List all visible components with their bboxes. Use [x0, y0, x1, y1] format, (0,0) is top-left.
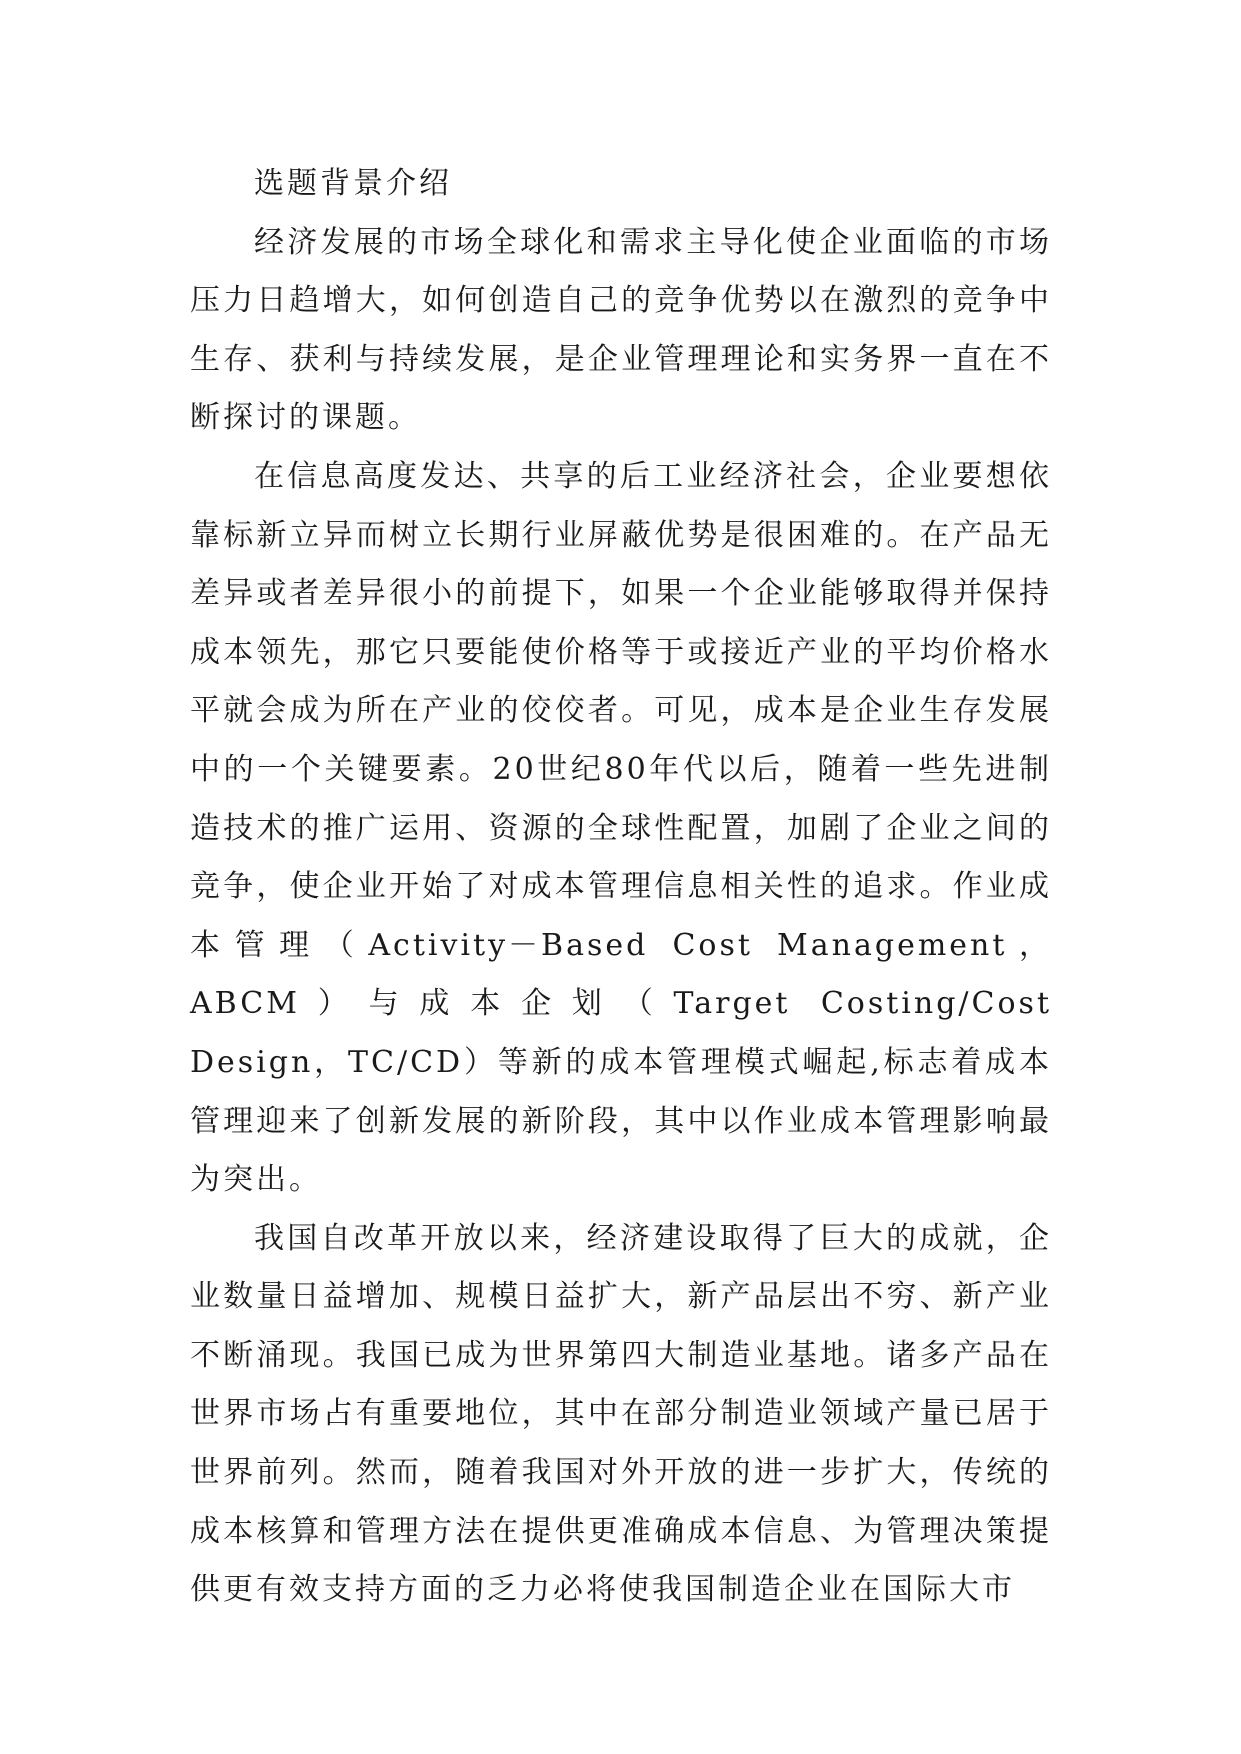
document-body [190, 155, 1052, 1620]
paragraph-3: 我国自改革开放以来，经济建设取得了巨大的成就，企业数量日益增加、规模日益扩大，新产品层出不穷、新产业不断涌现。我国已成为世界第四大制造业基地。诸多产品在世界市场占有重要地位，其中在部分制造业领域产量已居于世界前列。然而，随着我国对外开放的进一步扩大，传统的成本核算和管理方法在提供更准确成本信息、为管理决策提供更有效支持方面的乏力必将使我国制造企业在国际大市 [190, 1220, 1052, 1608]
paragraph-2: 在信息高度发达、共享的后工业经济社会，企业要想依靠标新立异而树立长期行业屏蔽优势是很困难的。在产品无差异或者差异很小的前提下，如果一个企业能够取得并保持成本领先，那它只要能使价格等于或接近产业的平均价格水平就会成为所在产业的佼佼者。可见，成本是企业生存发展中的一个关键要素。20世纪80年代以后，随着一些先进制造技术的推广运用、资源的全球性配置，加剧了企业之间的竞争，使企业开始了对成本管理信息相关性的追求。作业成本管理（Activity－Based Cost Management，ABCM）与成本企划（Target Costing/Cost Design，TC/CD）等新的成本管理模式崛起,标志着成本管理迎来了创新发展的新阶段，其中以作业成本管理影响最为突出。 [190, 458, 1052, 1198]
paragraph-1: 经济发展的市场全球化和需求主导化使企业面临的市场压力日趋增大，如何创造自己的竞争优势以在激烈的竞争中生存、获利与持续发展，是企业管理理论和实务界一直在不断探讨的课题。 [190, 224, 1052, 436]
section-title: 选题背景介绍 [254, 166, 452, 201]
